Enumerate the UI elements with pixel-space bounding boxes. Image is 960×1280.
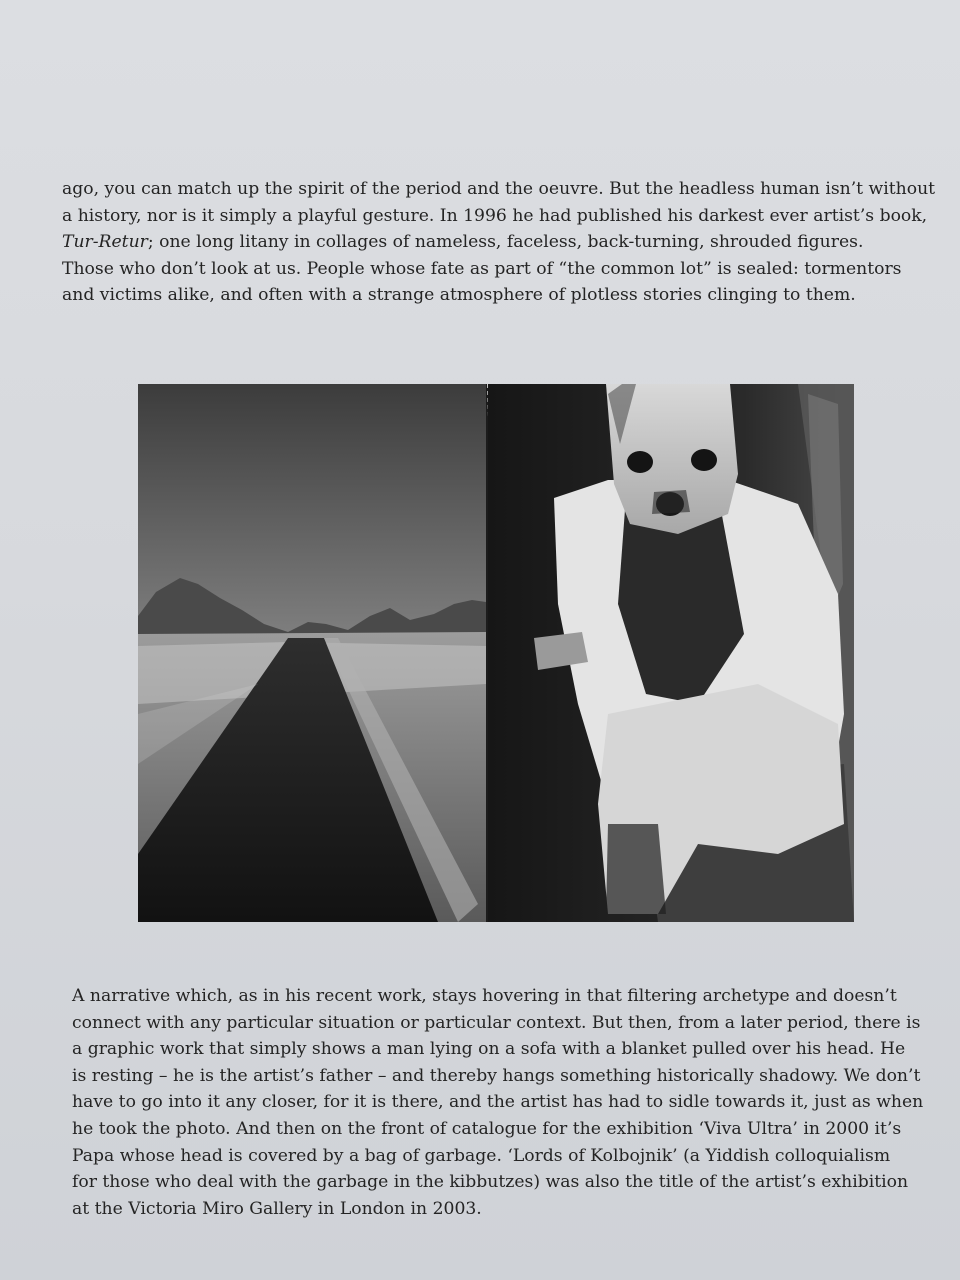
text-line: have to go into it any closer, for it is there, and the artist has had to sidle towards it, just as when (72, 1092, 924, 1113)
text-line: connect with any particular situation or particular context. But then, from a later period, there is (72, 1012, 921, 1033)
book-title: Tur-Retur (62, 232, 148, 253)
text-line: ago, you can match up the spirit of the period and the oeuvre. But the headless human isn’t without (62, 179, 936, 199)
artwork-figure (138, 384, 854, 922)
text-line: and victims alike, and often with a strange atmosphere of plotless stories clinging to them. (62, 285, 856, 306)
text-line: at the Victoria Miro Gallery in London in 2003. (72, 1198, 482, 1219)
text-line: Those who don’t look at us. People whose fate as part of “the common lot” is sealed: tormentors (62, 258, 902, 279)
text-line: a graphic work that simply shows a man lying on a sofa with a blanket pulled over his head. He (72, 1039, 906, 1060)
text-line: Papa whose head is covered by a bag of garbage. ‘Lords of Kolbojnik’ (a Yiddish colloquialism (72, 1145, 891, 1166)
paragraph-bottom (72, 983, 948, 1222)
text-line: he took the photo. And then on the front of catalogue for the exhibition ‘Viva Ultra’ in 2000 it’s (72, 1118, 902, 1139)
text-line: A narrative which, as in his recent work, stays hovering in that filtering archetype and doesn’t (72, 986, 897, 1006)
text-line (62, 229, 942, 256)
text-line: for those who deal with the garbage in the kibbutzes) was also the title of the artist’s exhibition (72, 1172, 909, 1193)
hooded-figure-photo-icon (488, 384, 854, 922)
desert-road-photo-icon (138, 384, 486, 922)
text-line: a history, nor is it simply a playful gesture. In 1996 he had published his darkest ever artist’s book, (62, 205, 928, 226)
text-line-rest: ; one long litany in collages of nameless, faceless, back-turning, shrouded figures. (147, 232, 864, 253)
text-line: is resting – he is the artist’s father – and thereby hangs something historically shadowy. We don’t (72, 1065, 921, 1086)
paragraph-top (62, 176, 942, 309)
